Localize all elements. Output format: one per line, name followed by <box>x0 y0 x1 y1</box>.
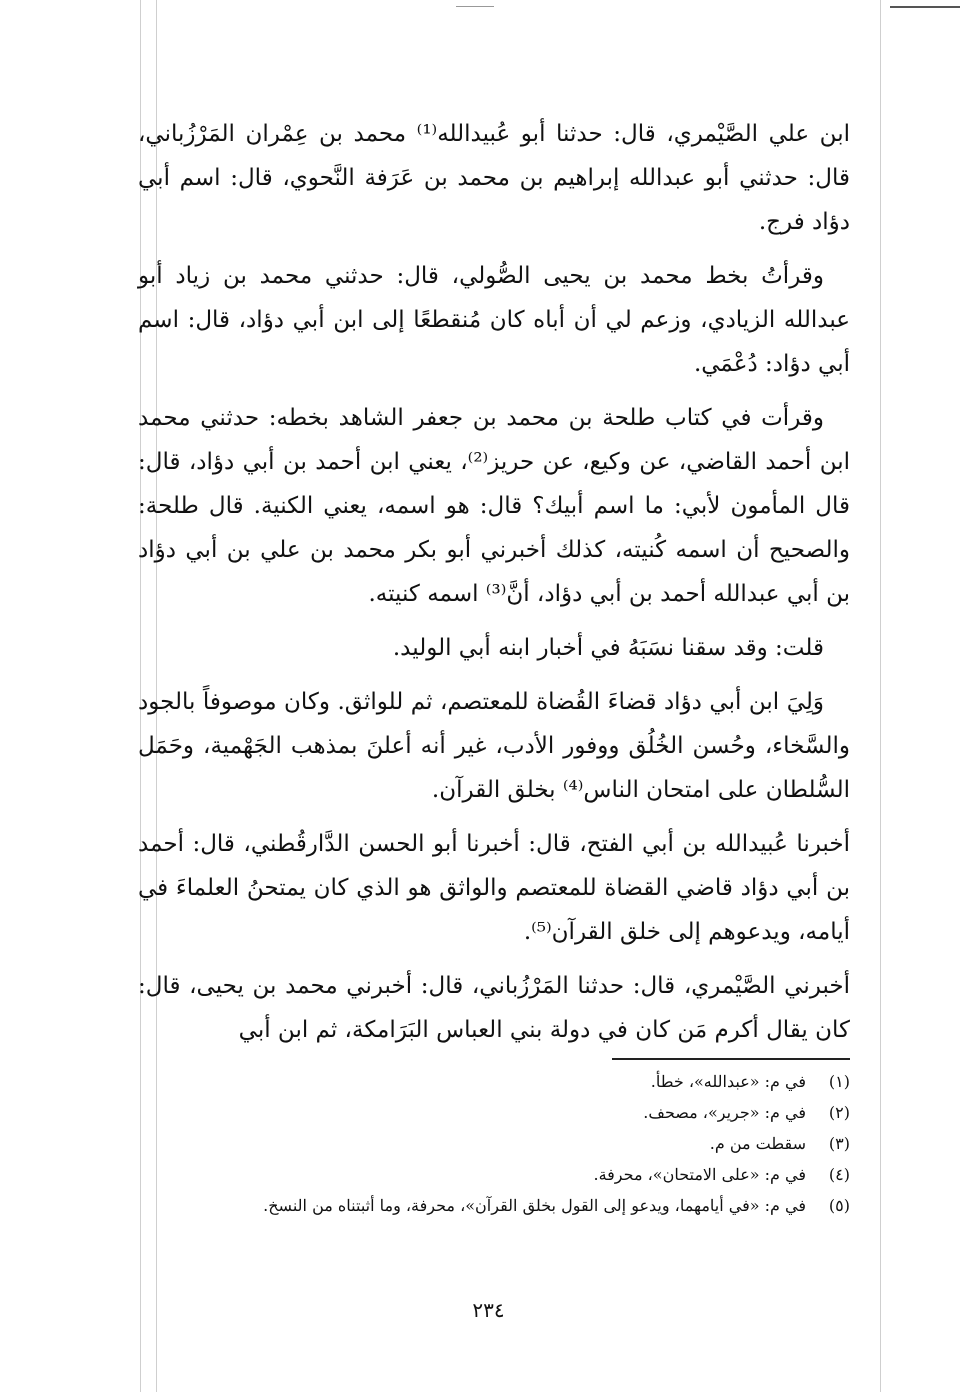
paragraph: قلت: وقد سقنا نسَبَهُ في أخبار ابنه أبي الوليد. <box>392 635 824 661</box>
paragraph: وقرأت في كتاب طلحة بن محمد بن جعفر الشاهد بخطه: حدثني محمد ابن أحمد القاضي، عن وكيع، عن حريز⁽²⁾، يعني ابن أحمد بن أبي دؤاد، قال: قال المأمون لأبي: ما اسم أبيك؟ قال: هو اسمه، يعني الكنية. قال طلحة: والصحيح أن اسمه كُنيته، كذلك أخبرني أبو بكر محمد بن علي بن أبي دؤاد بن أبي عبدالله أحمد بن أبي دؤاد، أنَّ⁽³⁾ اسمه كنيته. <box>138 405 850 607</box>
scan-artifact-line <box>880 0 881 1392</box>
footnote-number: (٣) <box>828 1134 850 1153</box>
paragraph: أخبرني الصَّيْمري، قال: حدثنا المَرْزُباني، قال: أخبرني محمد بن يحيى، قال: كان يقال أكرم مَن كان في دولة بني العباس البَرَامكة، ثم ابن أبي <box>138 973 850 1043</box>
footnote-item <box>138 1159 850 1190</box>
footnote-text: سقطت من م. <box>709 1134 806 1153</box>
footnote-text: في م: «في أيامهما، ويدعو إلى القول بخلق القرآن»، محرفة، وما أثبتناه من النسخ. <box>263 1196 806 1215</box>
scan-artifact-mark <box>456 6 494 7</box>
footnote-divider <box>612 1058 850 1060</box>
footnote-text: في م: «جرير»، مصحف. <box>643 1103 806 1122</box>
footnote-number: (٢) <box>828 1103 850 1122</box>
footnote-number: (٤) <box>828 1165 850 1184</box>
footnote-item <box>138 1190 850 1221</box>
footnote-number: (٥) <box>828 1196 850 1215</box>
footnote-item <box>138 1066 850 1097</box>
paragraph: ابن علي الصَّيْمري، قال: حدثنا أبو عُبيدالله⁽¹⁾ محمد بن عِمْران المَرْزُباني، قال: حدثني أبو عبدالله إبراهيم بن محمد بن عَرَفة النَّحوي، قال: اسم أبي دؤاد فرج. <box>138 121 850 235</box>
footnote-text: في م: «على الامتحان»، محرفة. <box>593 1165 806 1184</box>
paragraph: وقرأتُ بخط محمد بن يحيى الصُّولي، قال: حدثني محمد بن زياد أبو عبدالله الزيادي، وزعم لي أن أباه كان مُنقطعًا إلى ابن أبي دؤاد، قال: اسم أبي دؤاد: دُعْمَي. <box>138 263 850 377</box>
page-number: ٢٣٤ <box>472 1298 505 1322</box>
scan-artifact-mark <box>890 6 960 8</box>
page-body <box>138 112 850 1062</box>
paragraph: وَلِيَ ابن أبي دؤاد قضاءَ القُضاة للمعتصم، ثم للواثق. وكان موصوفاً بالجود والسَّخاء، وحُسن الخُلُق ووفور الأدب، غير أنه أعلنَ بمذهب الجَهْمية، وحَمَل السُّلطان على امتحان الناس⁽⁴⁾ بخلق القرآن. <box>138 689 850 803</box>
paragraph: أخبرنا عُبيدالله بن أبي الفتح، قال: أخبرنا أبو الحسن الدَّارقُطني، قال: أحمد بن أبي دؤاد قاضي القضاة للمعتصم والواثق هو الذي كان يمتحنُ العلماءَ في أيامه، ويدعوهم إلى خلق القرآن⁽⁵⁾. <box>138 831 850 945</box>
footnote-item <box>138 1128 850 1159</box>
footnote-text: في م: «عبدالله»، خطأ. <box>650 1072 806 1091</box>
footnote-number: (١) <box>828 1072 850 1091</box>
footnotes <box>138 1066 850 1221</box>
footnote-item <box>138 1097 850 1128</box>
